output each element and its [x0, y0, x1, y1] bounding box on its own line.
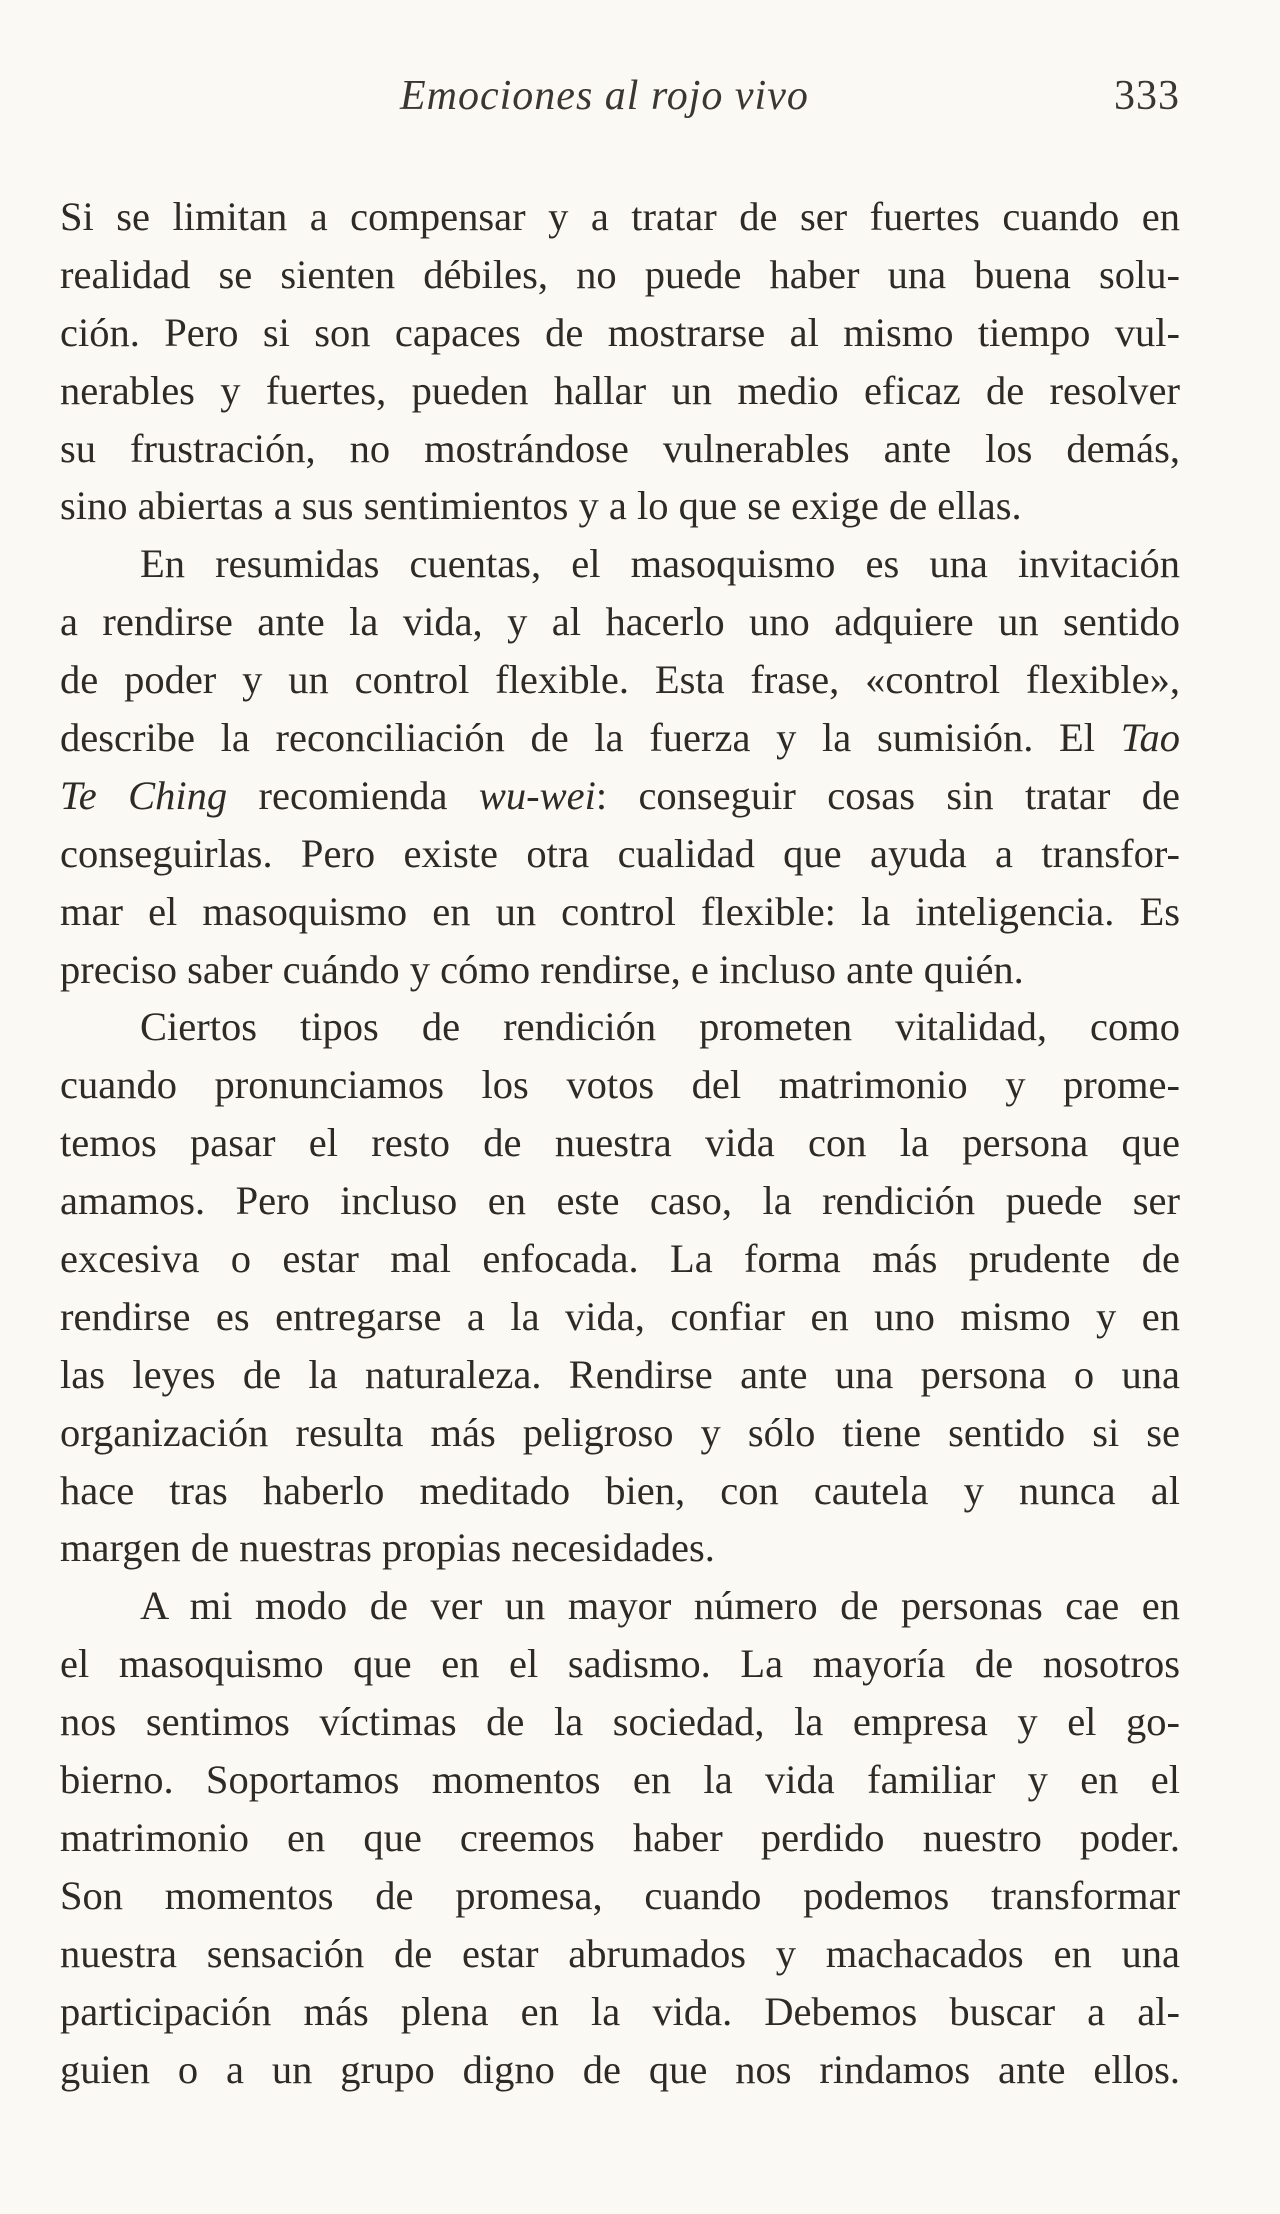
text-line: margen de nuestras propias necesidades.	[60, 1525, 715, 1571]
book-title-italic: Tao	[1120, 715, 1180, 761]
text-line: realidad se sienten débiles, no puede haber una buena solu-	[60, 251, 1180, 297]
text-line: el masoquismo que en el sadismo. La mayoría de nosotros	[60, 1641, 1180, 1687]
text-line: ción. Pero si son capaces de mostrarse al mismo tiempo vul-	[60, 309, 1180, 355]
text-line: Si se limitan a compensar y a tratar de ser fuertes cuando en	[60, 194, 1180, 239]
running-title: Emociones al rojo vivo	[400, 73, 809, 119]
text-line: matrimonio en que creemos haber perdido nuestro poder.	[60, 1814, 1180, 1860]
text-line: sino abiertas a sus sentimientos y a lo que se exige de ellas.	[60, 483, 1022, 529]
term-italic: wu-wei	[478, 772, 596, 818]
text-line: nos sentimos víctimas de la sociedad, la empresa y el go-	[60, 1699, 1180, 1745]
text-line: nerables y fuertes, pueden hallar un medio eficaz de resolver	[60, 367, 1180, 413]
text-line: a rendirse ante la vida, y al hacerlo uno adquiere un sentido	[60, 599, 1180, 645]
text-line: En resumidas cuentas, el masoquismo es una invitación	[140, 541, 1180, 587]
body-text	[60, 188, 1180, 2098]
text-segment: recomienda	[258, 772, 448, 818]
page-number: 333	[1114, 73, 1180, 119]
text-line: preciso saber cuándo y cómo rendirse, e incluso ante quién.	[60, 946, 1024, 992]
text-line: Ciertos tipos de rendición prometen vitalidad, como	[140, 1004, 1180, 1050]
book-title-italic: Te Ching	[60, 772, 228, 818]
text-line: rendirse es entregarse a la vida, confiar en uno mismo y en	[60, 1293, 1180, 1339]
text-line: excesiva o estar mal enfocada. La forma más prudente de	[60, 1236, 1180, 1282]
text-line: guien o a un grupo digno de que nos rindamos ante ellos.	[60, 2046, 1180, 2092]
text-line: Son momentos de promesa, cuando podemos transformar	[60, 1872, 1180, 1918]
text-line: temos pasar el resto de nuestra vida con la persona que	[60, 1120, 1180, 1166]
text-line: A mi modo de ver un mayor número de personas cae en	[140, 1583, 1180, 1629]
text-line: de poder y un control flexible. Esta frase, «control flexible»,	[60, 657, 1180, 703]
text-line: nuestra sensación de estar abrumados y machacados en una	[60, 1930, 1180, 1976]
text-line: organización resulta más peligroso y sólo tiene sentido si se	[60, 1409, 1180, 1455]
text-line: cuando pronunciamos los votos del matrimonio y prome-	[60, 1062, 1180, 1108]
text-line: participación más plena en la vida. Debemos buscar a al-	[60, 1988, 1180, 2034]
running-head	[60, 72, 1180, 132]
text-line: hace tras haberlo meditado bien, con cautela y nunca al	[60, 1467, 1180, 1513]
text-line: bierno. Soportamos momentos en la vida familiar y en el	[60, 1757, 1180, 1803]
text-line: conseguirlas. Pero existe otra cualidad que ayuda a transfor-	[60, 830, 1180, 876]
text-line: mar el masoquismo en un control flexible: la inteligencia. Es	[60, 888, 1180, 934]
text-segment: : conseguir cosas sin tratar de	[595, 772, 1181, 818]
text-segment: describe la reconciliación de la fuerza y la sumisión. El	[60, 715, 1096, 761]
text-line: las leyes de la naturaleza. Rendirse ante una persona o una	[60, 1351, 1180, 1397]
text-line: su frustración, no mostrándose vulnerables ante los demás,	[60, 425, 1180, 471]
text-line: amamos. Pero incluso en este caso, la rendición puede ser	[60, 1178, 1180, 1224]
text-line	[60, 709, 1180, 767]
text-line	[60, 767, 1180, 825]
